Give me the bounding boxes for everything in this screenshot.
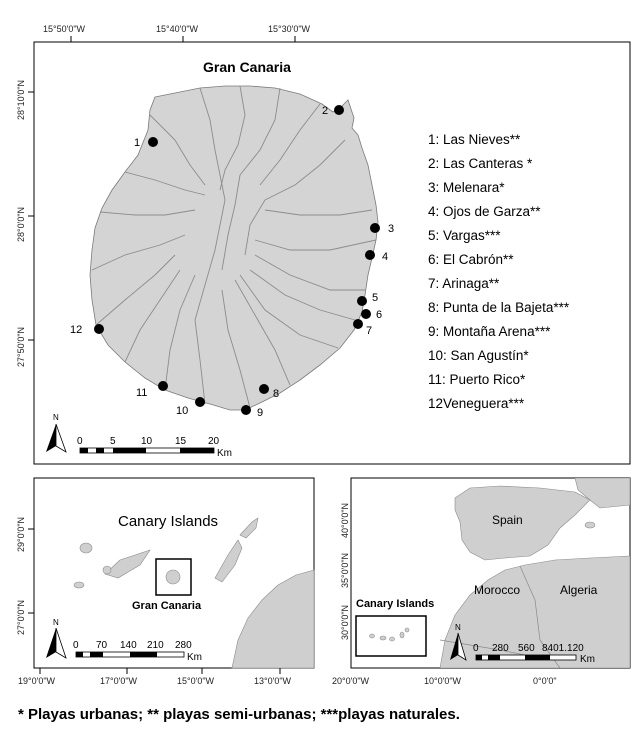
balearic-islands bbox=[585, 522, 595, 528]
svg-text:N: N bbox=[53, 618, 59, 627]
island-la-gomera bbox=[103, 566, 111, 574]
point-label-9: 9 bbox=[257, 407, 264, 419]
islands-left-tick-2: 27°0'0"N bbox=[16, 599, 26, 635]
legend-item-9: 9: Montaña Arena*** bbox=[428, 324, 551, 339]
legend-item-1: 1: Las Nieves** bbox=[428, 132, 521, 147]
scale-label-20: 20 bbox=[208, 436, 220, 447]
left-tick-3: 27°50'0"N bbox=[16, 326, 26, 367]
point-label-4: 4 bbox=[382, 251, 389, 263]
svg-text:N: N bbox=[53, 413, 59, 422]
islands-left-tick-1: 29°0'0"N bbox=[16, 516, 26, 552]
beach-point-3 bbox=[370, 223, 380, 233]
island-la-palma bbox=[80, 543, 92, 553]
region-bottom-tick-1: 20°0'0"W bbox=[332, 676, 370, 686]
beach-point-4 bbox=[365, 250, 375, 260]
label-morocco: Morocco bbox=[474, 583, 521, 597]
top-tick-1: 15°50'0"W bbox=[43, 24, 86, 34]
region-map bbox=[332, 478, 630, 686]
point-label-7: 7 bbox=[366, 325, 373, 337]
region-left-tick-3: 30°0'0"N bbox=[340, 604, 350, 640]
label-canary-islands: Canary Islands bbox=[356, 598, 435, 610]
beach-point-5 bbox=[357, 296, 367, 306]
beach-point-8 bbox=[259, 384, 269, 394]
scale-label-5: 5 bbox=[110, 436, 116, 447]
islands-map-title: Canary Islands bbox=[118, 513, 219, 530]
legend-item-2: 2: Las Canteras * bbox=[428, 156, 533, 171]
beach-point-12 bbox=[94, 324, 104, 334]
legend-item-4: 4: Ojos de Garza** bbox=[428, 204, 541, 219]
island-gran-canaria bbox=[166, 570, 180, 584]
legend-item-10: 10: San Agustín* bbox=[428, 348, 529, 363]
footnote: * Playas urbanas; ** playas semi-urbanas; ***playas naturales. bbox=[18, 706, 460, 723]
point-label-8: 8 bbox=[273, 388, 280, 400]
point-label-12: 12 bbox=[70, 324, 83, 336]
point-label-6: 6 bbox=[376, 309, 383, 321]
islands-bottom-tick-1: 19°0'0"W bbox=[18, 676, 56, 686]
point-label-10: 10 bbox=[176, 405, 189, 417]
islands-scale-unit: Km bbox=[187, 652, 202, 663]
beach-point-6 bbox=[361, 309, 371, 319]
top-tick-3: 15°30'0"W bbox=[268, 24, 311, 34]
beach-point-9 bbox=[241, 405, 251, 415]
point-label-2: 2 bbox=[322, 105, 329, 117]
beach-point-1 bbox=[148, 137, 158, 147]
scale-label-15: 15 bbox=[175, 436, 187, 447]
left-tick-2: 28°0'0"N bbox=[16, 206, 26, 242]
region-scale-unit: Km bbox=[580, 654, 595, 665]
legend-item-11: 11: Puerto Rico* bbox=[428, 372, 526, 387]
islands-bottom-tick-3: 15°0'0"W bbox=[177, 676, 215, 686]
islands-scale-210: 210 bbox=[147, 640, 164, 651]
point-label-11: 11 bbox=[136, 387, 148, 399]
scale-label-0: 0 bbox=[77, 436, 83, 447]
region-scale-280: 280 bbox=[492, 643, 509, 654]
label-spain: Spain bbox=[492, 513, 523, 527]
legend-item-8: 8: Punta de la Bajeta*** bbox=[428, 300, 570, 315]
gran-canaria-map bbox=[16, 24, 630, 464]
canary-islands-map bbox=[16, 478, 314, 686]
region-scale-0: 0 bbox=[473, 643, 479, 654]
scale-unit: Km bbox=[217, 448, 232, 459]
region-bottom-tick-3: 0°0'0" bbox=[533, 676, 557, 686]
point-label-1: 1 bbox=[134, 137, 141, 149]
region-left-tick-1: 40°0'0"N bbox=[340, 502, 350, 538]
scale-label-10: 10 bbox=[141, 436, 153, 447]
point-label-5: 5 bbox=[372, 292, 379, 304]
legend-item-5: 5: Vargas*** bbox=[428, 228, 501, 243]
point-label-3: 3 bbox=[388, 223, 395, 235]
region-scale-840-1120: 8401.120 bbox=[542, 643, 584, 654]
legend-item-12: 12Veneguera*** bbox=[428, 396, 525, 411]
islands-bottom-tick-4: 13°0'0"W bbox=[254, 676, 292, 686]
label-algeria: Algeria bbox=[560, 583, 598, 597]
main-map-title: Gran Canaria bbox=[203, 59, 291, 75]
island-el-hierro bbox=[74, 582, 84, 588]
islands-scale-140: 140 bbox=[120, 640, 137, 651]
beach-point-11 bbox=[158, 381, 168, 391]
islands-scale-0: 0 bbox=[73, 640, 79, 651]
left-tick-1: 28°10'0"N bbox=[16, 79, 26, 120]
legend-item-7: 7: Arinaga** bbox=[428, 276, 500, 291]
region-left-tick-2: 35°0'0"N bbox=[340, 552, 350, 588]
top-tick-2: 15°40'0"W bbox=[156, 24, 199, 34]
svg-text:N: N bbox=[455, 623, 461, 632]
legend-item-6: 6: El Cabrón** bbox=[428, 252, 514, 267]
region-bottom-tick-2: 10°0'0"W bbox=[424, 676, 462, 686]
beach-point-10 bbox=[195, 397, 205, 407]
legend-item-3: 3: Melenara* bbox=[428, 180, 505, 195]
islands-scale-280: 280 bbox=[175, 640, 192, 651]
region-scale-560: 560 bbox=[518, 643, 535, 654]
beach-point-2 bbox=[334, 105, 344, 115]
beach-point-7 bbox=[353, 319, 363, 329]
islands-scale-70: 70 bbox=[96, 640, 108, 651]
islands-bottom-tick-2: 17°0'0"W bbox=[100, 676, 138, 686]
gran-canaria-box-label: Gran Canaria bbox=[132, 600, 202, 612]
